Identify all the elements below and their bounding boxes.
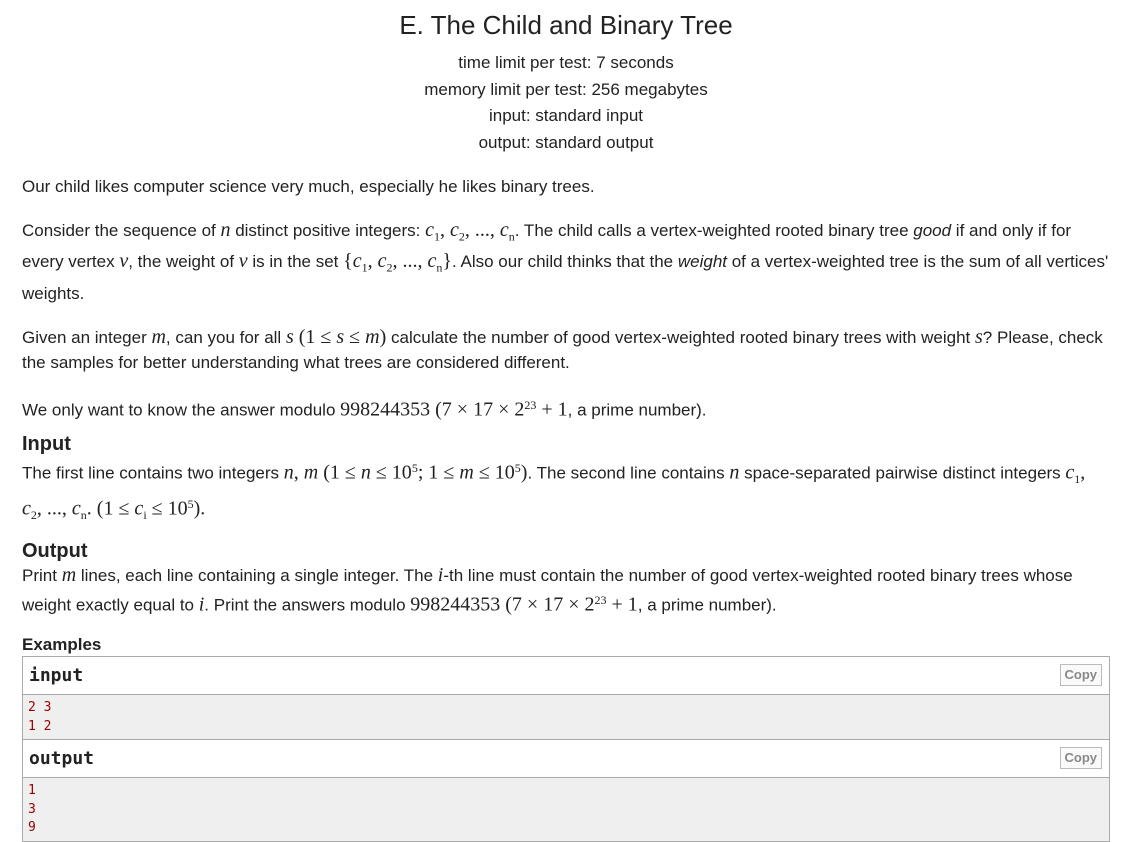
subscript: i (143, 508, 147, 523)
input-file: input: standard input (488, 106, 644, 125)
math-expression: , ..., (464, 219, 500, 241)
copy-output-button[interactable]: Copy (1060, 747, 1103, 769)
memory-limit: memory limit per test: 256 megabytes (424, 79, 708, 99)
superscript: 5 (411, 461, 418, 476)
emphasis: good (913, 221, 952, 240)
text-run: . Print the answers modulo (204, 595, 411, 615)
superscript: 23 (594, 592, 607, 607)
math-variable: m (365, 325, 380, 348)
superscript: 23 (524, 397, 537, 412)
math-expression: , ..., (392, 250, 428, 273)
legend-paragraph (22, 174, 1110, 199)
text-run: We only want to know the answer modulo (22, 400, 341, 420)
sample-input-line: 2 3 (28, 700, 52, 716)
sample-output-line: 1 (28, 783, 36, 799)
legend-paragraph (22, 325, 1110, 375)
math-expression: , (440, 219, 451, 241)
text-run: is in the set (247, 252, 344, 272)
text-run: Print (22, 565, 62, 585)
text-run: Our child likes computer science very much, especially he likes binary trees. (22, 177, 595, 196)
sample-output-label: output (29, 748, 95, 770)
math-expression: ≤ (344, 325, 366, 348)
math-variable: s (336, 325, 345, 348)
output-spec (22, 563, 1110, 618)
text-run: Given an integer (22, 327, 152, 347)
math-expression: . (1 ≤ (86, 498, 135, 521)
superscript: 5 (514, 461, 521, 476)
math-expression: , (367, 250, 378, 273)
math-variable: c (425, 219, 435, 241)
math-expression: 998244353 (7 × 17 × 2 (340, 398, 525, 421)
text-run: if and only if for every vertex (22, 221, 1072, 272)
math-expression: (1 ≤ (318, 462, 361, 485)
output-heading: Output (22, 539, 88, 562)
math-expression: ). (193, 498, 206, 521)
subscript: n (436, 260, 443, 275)
text-run: . Also our child thinks that the (452, 252, 678, 272)
math-expression: 998244353 (7 × 17 × 2 (410, 593, 595, 616)
input-spec (22, 456, 1110, 528)
math-variable: v (119, 250, 129, 273)
subscript: 2 (458, 229, 465, 244)
input-heading: Input (22, 433, 71, 456)
math-variable: m (459, 462, 474, 485)
math-expression: , (1080, 462, 1086, 485)
text-run: Consider the sequence of (22, 221, 221, 240)
problem-title: E. The Child and Binary Tree (399, 10, 733, 40)
math-expression: + 1 (606, 593, 638, 616)
text-run: , a prime number). (567, 400, 707, 420)
math-expression: ; 1 ≤ (417, 462, 460, 485)
legend-paragraph (22, 393, 1110, 423)
text-run: The first line contains two integers (22, 464, 284, 484)
math-variable: c (450, 219, 459, 241)
math-expression: + 1 (536, 398, 568, 421)
text-run: ? Please, check the samples for better understanding what trees are considered different. (22, 327, 1103, 372)
text-run: . The second line contains (527, 464, 730, 484)
text-run: , the weight of (128, 252, 239, 272)
math-expression: (1 ≤ (293, 325, 337, 348)
sample-output-line: 3 (28, 801, 36, 817)
math-variable: c (134, 498, 144, 521)
math-variable: v (238, 250, 248, 273)
examples-title: Examples (22, 635, 102, 655)
sample-test (22, 656, 1110, 842)
math-variable: i (437, 563, 444, 586)
subscript: n (508, 229, 515, 244)
math-expression: , (293, 462, 304, 485)
text-run: . The child calls a vertex-weighted rooted binary tree (514, 221, 914, 240)
text-run: , a prime number). (637, 595, 777, 615)
text-run: space-separated pairwise distinct integers (739, 464, 1066, 484)
math-expression: ≤ 10 (146, 498, 188, 521)
sample-input-header (23, 657, 1109, 695)
subscript: 2 (30, 508, 37, 523)
text-run: of a vertex-weighted tree is the sum of all vertices' weights. (22, 252, 1109, 303)
sample-output-body[interactable] (23, 778, 1109, 841)
problem-limits (22, 50, 1110, 156)
time-limit: time limit per test: 7 seconds (458, 53, 674, 72)
text-run: , can you for all (165, 327, 286, 347)
copy-input-button[interactable]: Copy (1060, 664, 1103, 686)
math-variable: m (61, 563, 77, 586)
sample-output-line: 9 (28, 820, 36, 836)
superscript: 5 (187, 497, 194, 512)
emphasis: weight (677, 252, 727, 272)
math-variable: c (22, 498, 31, 521)
math-variable: c (352, 250, 362, 273)
math-expression: { (343, 250, 353, 273)
math-variable: n (283, 462, 294, 485)
sample-input-line: 1 2 (28, 718, 52, 734)
text-run: lines, each line containing a single integer. The (76, 565, 438, 585)
math-variable: c (71, 498, 81, 521)
problem-statement (22, 0, 1110, 842)
math-expression: ) (520, 462, 528, 485)
text-run: -th line must contain the number of good vertex-weighted rooted binary trees whose weight exactly equal to (22, 565, 1073, 615)
math-variable: c (377, 250, 387, 273)
math-variable: c (499, 219, 509, 241)
math-variable: i (198, 593, 205, 616)
sample-output-header (23, 740, 1109, 778)
math-expression: ≤ 10 (473, 462, 515, 485)
subscript: 1 (434, 229, 441, 244)
subscript: 1 (361, 260, 368, 275)
math-variable: n (729, 462, 740, 485)
text-run: calculate the number of good vertex-weighted rooted binary trees with weight (386, 327, 975, 347)
math-variable: c (427, 250, 437, 273)
output-file: output: standard output (478, 132, 654, 152)
math-variable: n (220, 219, 231, 241)
math-variable: s (285, 325, 294, 348)
sample-input-label: input (29, 665, 84, 687)
math-variable: n (360, 462, 371, 485)
subscript: 2 (386, 260, 393, 275)
legend-paragraph (22, 218, 1110, 306)
math-expression: ) (379, 325, 387, 348)
sample-input-body[interactable] (23, 695, 1109, 740)
subscript: n (80, 508, 87, 523)
math-expression: , ..., (36, 498, 72, 521)
math-variable: m (303, 462, 319, 485)
math-expression: } (442, 250, 452, 273)
math-variable: s (975, 325, 983, 348)
math-variable: c (1065, 462, 1075, 485)
text-run: distinct positive integers: (230, 221, 426, 240)
math-variable: m (151, 325, 166, 348)
subscript: 1 (1074, 472, 1081, 487)
math-expression: ≤ 10 (370, 462, 412, 485)
